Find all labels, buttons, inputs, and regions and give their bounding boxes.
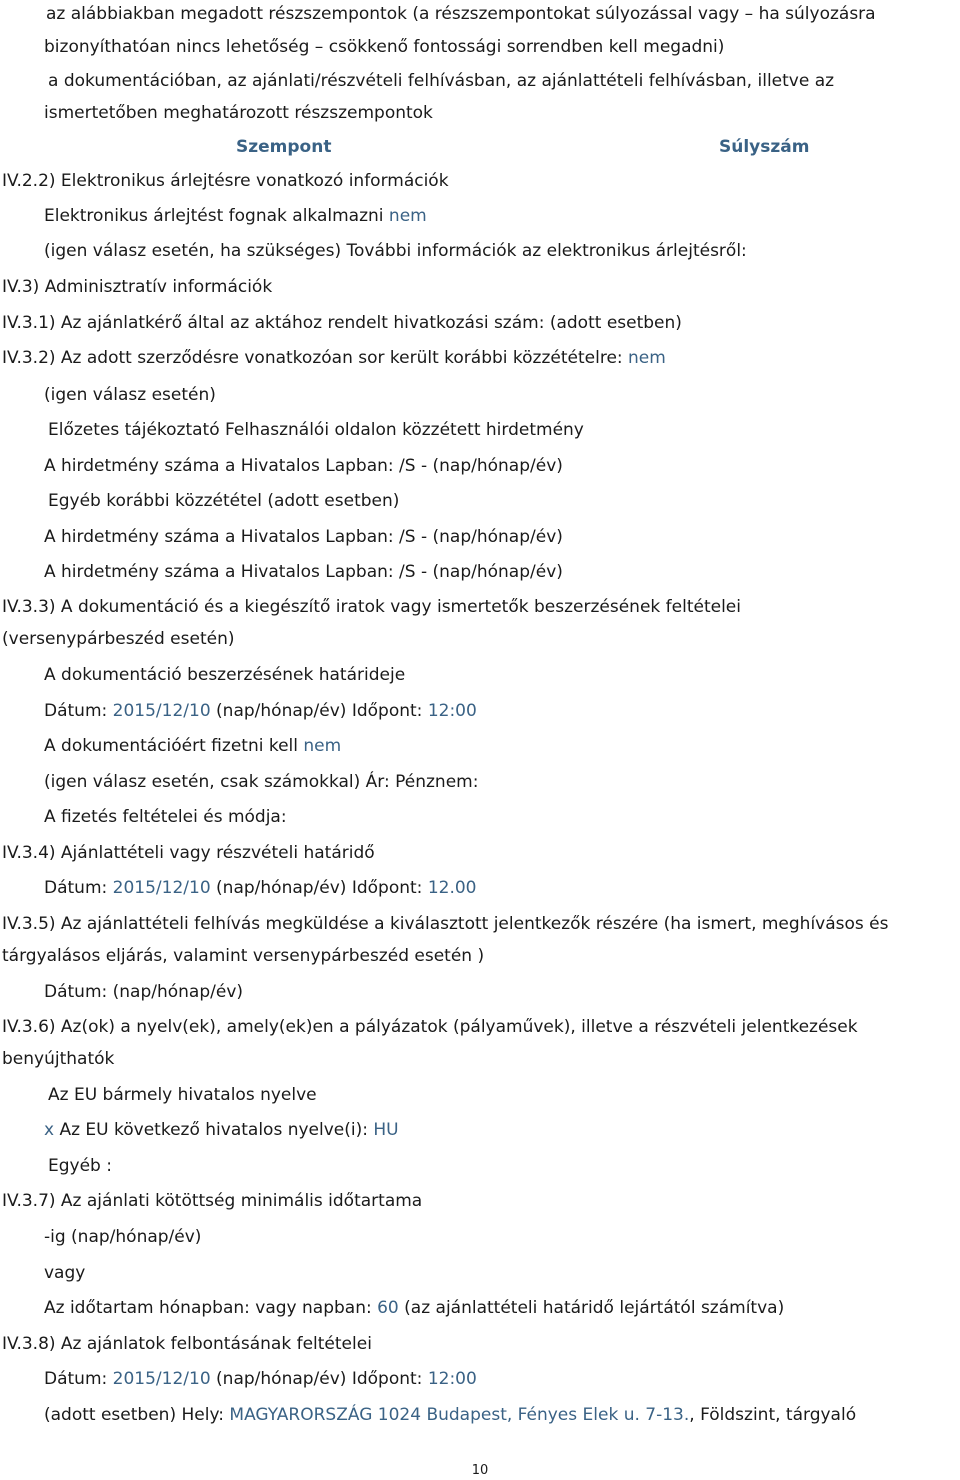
format-time-label: (nap/hónap/év) Időpont:: [216, 1369, 423, 1389]
section-iv-3-3-title-1: IV.3.3) A dokumentáció és a kiegészítő iratok vagy ismertetők beszerzésének feltételei: [2, 597, 741, 617]
doc-payment-label: A dokumentációért fizetni kell: [44, 736, 298, 756]
section-iv-3-5-title-2: tárgyalásos eljárás, valamint versenypárbeszéd esetén ): [2, 946, 485, 966]
prior-publication-value: nem: [628, 348, 666, 368]
validity-or: vagy: [44, 1263, 86, 1283]
section-iv-3-7-title: IV.3.7) Az ajánlati kötöttség minimális időtartama: [2, 1191, 423, 1211]
tender-deadline-date: 2015/12/10: [112, 878, 211, 898]
section-iv-2-2-title: IV.2.2) Elektronikus árlejtésre vonatkozó információk: [2, 171, 449, 191]
e-auction-label: Elektronikus árlejtést fognak alkalmazni: [44, 206, 384, 226]
section-iv-3-4-title: IV.3.4) Ajánlattételi vagy részvételi határidő: [2, 843, 375, 863]
options-line-3: a dokumentációban, az ajánlati/részvételi felhívásban, az ajánlattételi felhívásban, illetve az: [48, 71, 835, 91]
duration-suffix: (az ajánlattételi határidő lejártától számítva): [404, 1298, 785, 1318]
section-iv-3-2-title: IV.3.2) Az adott szerződésre vonatkozóan sor került korábbi közzétételre:: [2, 348, 623, 368]
options-line-1: az alábbiakban megadott részszempontok (a részszempontokat súlyozással vagy – ha súlyozásra: [46, 4, 876, 24]
validity-duration-line: [44, 1297, 784, 1319]
e-auction-line: [44, 205, 427, 227]
doc-payment-terms: A fizetés feltételei és módja:: [44, 807, 287, 827]
doc-deadline-date: 2015/12/10: [112, 701, 211, 721]
doc-deadline-time: 12:00: [427, 701, 477, 721]
date-label: Dátum:: [44, 1369, 108, 1389]
opening-date: 2015/12/10: [112, 1369, 211, 1389]
doc-deadline-line: [44, 700, 477, 722]
section-iv-3-5-title-1: IV.3.5) Az ajánlattételi felhívás megküldése a kiválasztott jelentkezők részére (ha ismert, meghívásos és: [2, 914, 889, 934]
notice-number-1: A hirdetmény száma a Hivatalos Lapban: /S - (nap/hónap/év): [44, 456, 563, 476]
section-iv-3-3-title-2: (versenypárbeszéd esetén): [2, 629, 235, 649]
following-language-value: HU: [373, 1120, 399, 1140]
following-language-label: Az EU következő hivatalos nyelve(i):: [59, 1120, 368, 1140]
tender-deadline-time: 12.00: [427, 878, 477, 898]
other-prior-publication: Egyéb korábbi közzététel (adott esetben): [48, 491, 400, 511]
duration-label: Az időtartam hónapban: vagy napban:: [44, 1298, 372, 1318]
opening-place-line: [44, 1404, 856, 1426]
validity-until: -ig (nap/hónap/év): [44, 1227, 202, 1247]
duration-value: 60: [377, 1298, 399, 1318]
criterion-column-header: Szempont: [236, 137, 332, 157]
options-line-4: ismertetőben meghatározott részszempontok: [44, 103, 433, 123]
format-time-label: (nap/hónap/év) Időpont:: [216, 878, 423, 898]
doc-deadline-label: A dokumentáció beszerzésének határideje: [44, 665, 406, 685]
doc-price-line: (igen válasz esetén, csak számokkal) Ár: Pénznem:: [44, 772, 479, 792]
options-line-2: bizonyíthatóan nincs lehetőség – csökkenő fontossági sorrendben kell megadni): [44, 37, 725, 57]
section-iv-3-1-title: IV.3.1) Az ajánlatkérő által az aktához rendelt hivatkozási szám: (adott esetben): [2, 313, 682, 333]
section-iv-3-title: IV.3) Adminisztratív információk: [2, 277, 273, 297]
notice-number-3: A hirdetmény száma a Hivatalos Lapban: /S - (nap/hónap/év): [44, 562, 563, 582]
section-iv-3-2-line: [2, 347, 666, 369]
opening-place-value: MAGYARORSZÁG 1024 Budapest, Fényes Elek u. 7-13.: [229, 1405, 690, 1425]
opening-time: 12:00: [427, 1369, 477, 1389]
section-iv-3-6-title-1: IV.3.6) Az(ok) a nyelv(ek), amely(ek)en a pályázatok (pályaművek), illetve a részvételi jelentkezések: [2, 1017, 858, 1037]
doc-payment-value: nem: [303, 736, 342, 756]
e-auction-extra: (igen válasz esetén, ha szükséges) További információk az elektronikus árlejtésről:: [44, 241, 747, 261]
format-time-label: (nap/hónap/év) Időpont:: [216, 701, 423, 721]
section-iv-3-8-title: IV.3.8) Az ajánlatok felbontásának feltételei: [2, 1334, 372, 1354]
following-language-line: [44, 1119, 399, 1141]
weight-column-header: Súlyszám: [719, 137, 810, 157]
opening-place-suffix: , Földszint, tárgyaló: [689, 1405, 857, 1425]
section-iv-3-6-title-2: benyújthatók: [2, 1049, 115, 1069]
if-yes-note: (igen válasz esetén): [44, 385, 216, 405]
date-label: Dátum:: [44, 701, 108, 721]
date-label: Dátum:: [44, 878, 108, 898]
place-label: (adott esetben) Hely:: [44, 1405, 224, 1425]
doc-payment-line: [44, 735, 341, 757]
tender-deadline-line: [44, 877, 476, 899]
any-eu-language: Az EU bármely hivatalos nyelve: [48, 1085, 317, 1105]
page-number: 10: [471, 1463, 489, 1478]
other-language: Egyéb :: [48, 1156, 112, 1176]
invitation-date: Dátum: (nap/hónap/év): [44, 982, 244, 1002]
selected-mark: x: [44, 1120, 55, 1140]
e-auction-value: nem: [388, 206, 427, 226]
opening-date-line: [44, 1368, 477, 1390]
notice-number-2: A hirdetmény száma a Hivatalos Lapban: /S - (nap/hónap/év): [44, 527, 563, 547]
prior-info-options: Előzetes tájékoztató Felhasználói oldalon közzétett hirdetmény: [48, 420, 584, 440]
